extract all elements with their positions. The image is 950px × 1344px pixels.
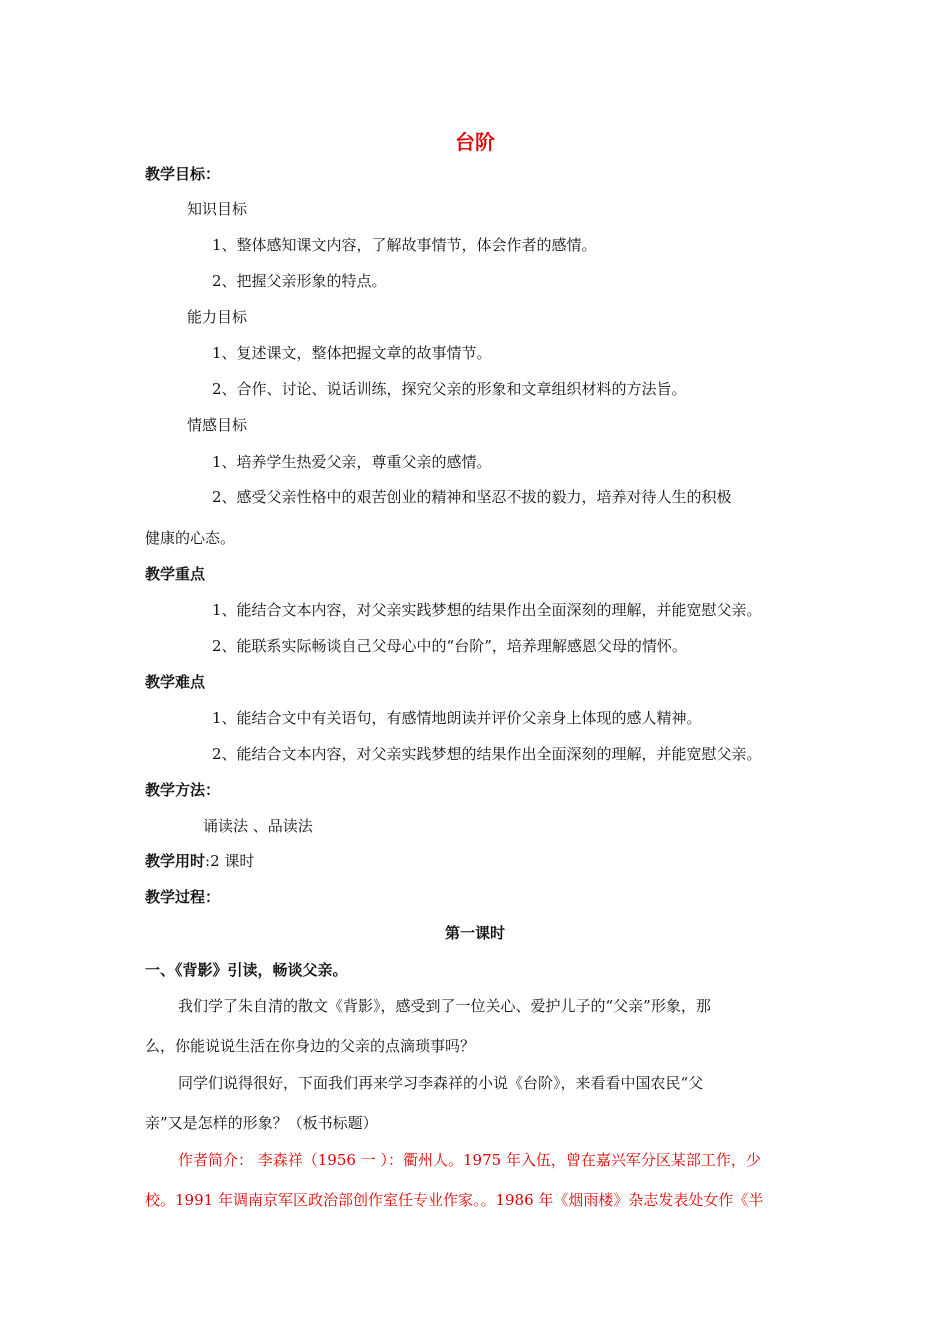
difficulty-1: 1、能结合文中有关语句，有感情地朗读并评价父亲身上体现的感人精神。: [212, 709, 702, 727]
para-2-line-2: 亲”又是怎样的形象？（板书标题）: [145, 1114, 378, 1132]
time-heading: 教学用时: [145, 852, 206, 870]
emotion-item-1: 1、培养学生热爱父亲，尊重父亲的感情。: [212, 453, 492, 471]
methods-text: 诵读法 、品读法: [203, 817, 313, 835]
ability-item-2: 2、合作、讨论、说话训练，探究父亲的形象和文章组织材料的方法旨。: [212, 380, 687, 398]
document-title: 台阶: [455, 130, 495, 154]
section-1-heading: 一、《背影》引读，畅谈父亲。: [145, 961, 348, 979]
knowledge-label: 知识目标: [187, 200, 248, 218]
para-1-line-2: 么，你能说说生活在你身边的父亲的点滴琐事吗？: [145, 1037, 476, 1055]
time-line: [145, 851, 254, 871]
author-intro-line-2: 校。1991 年调南京军区政治部创作室任专业作家。。1986 年《烟雨楼》杂志发表处女作《半: [145, 1191, 764, 1209]
difficulty-2: 2、能结合文本内容，对父亲实践梦想的结果作出全面深刻的理解，并能宽慰父亲。: [212, 745, 762, 763]
emotion-label: 情感目标: [187, 416, 248, 434]
para-2-line-1: 同学们说得很好，下面我们再来学习李森祥的小说《台阶》，来看看中国农民“父: [178, 1074, 704, 1092]
ability-label: 能力目标: [187, 308, 248, 326]
knowledge-item-2: 2、把握父亲形象的特点。: [212, 272, 387, 290]
emotion-item-2-cont: 健康的心态。: [145, 529, 236, 547]
objectives-heading: 教学目标：: [145, 165, 221, 183]
key-point-1: 1、能结合文本内容，对父亲实践梦想的结果作出全面深刻的理解，并能宽慰父亲。: [212, 601, 762, 619]
time-text: :2 课时: [205, 852, 255, 870]
key-points-heading: 教学重点: [145, 565, 206, 583]
process-heading: 教学过程：: [145, 888, 221, 906]
difficulties-heading: 教学难点: [145, 673, 206, 691]
key-point-2: 2、能联系实际畅谈自己父母心中的“台阶”，培养理解感恩父母的情怀。: [212, 637, 687, 655]
emotion-item-2: 2、感受父亲性格中的艰苦创业的精神和坚忍不拔的毅力，培养对待人生的积极: [212, 488, 732, 506]
para-1-line-1: 我们学了朱自清的散文《背影》，感受到了一位关心、爱护儿子的“父亲”形象，那: [178, 997, 711, 1015]
methods-heading: 教学方法：: [145, 781, 221, 799]
lesson-title: 第一课时: [444, 924, 505, 942]
author-intro-line-1: 作者简介： 李森祥（1956 一 ）：衢州人。1975 年入伍，曾在嘉兴军分区某部工作，少: [178, 1151, 761, 1169]
ability-item-1: 1、复述课文，整体把握文章的故事情节。: [212, 344, 492, 362]
knowledge-item-1: 1、整体感知课文内容，了解故事情节，体会作者的感情。: [212, 236, 597, 254]
